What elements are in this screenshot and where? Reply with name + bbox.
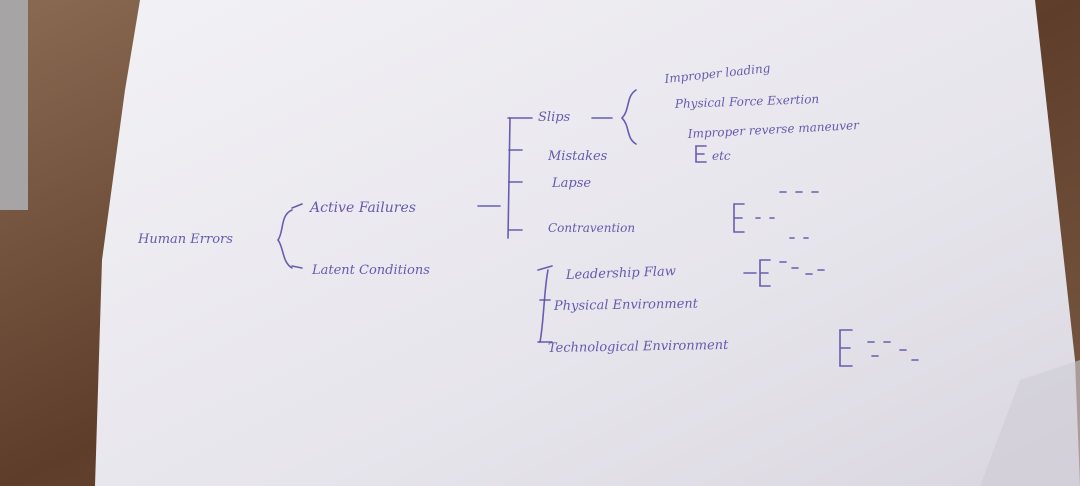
mistakes-etc: etc	[712, 149, 731, 163]
lapse-label: Lapse	[552, 176, 592, 191]
root-label: Human Errors	[138, 232, 233, 247]
contravention-label: Contravention	[548, 221, 636, 235]
technological-environment-label: Technological Environment	[547, 337, 729, 356]
slips-label: Slips	[538, 110, 571, 125]
slips-sub-2: Physical Force Exertion	[674, 91, 820, 111]
slips-sub-3: Improper reverse maneuver	[687, 118, 860, 141]
slips-sub-1: Improper loading	[663, 60, 771, 86]
active-failures-label: Active Failures	[310, 200, 416, 216]
leadership-flaw-label: Leadership Flaw	[565, 264, 677, 283]
latent-conditions-label: Latent Conditions	[312, 263, 430, 278]
physical-environment-label: Physical Environment	[553, 296, 699, 314]
paper-sheet	[95, 0, 1080, 486]
mistakes-label: Mistakes	[548, 149, 608, 164]
gray-object-edge	[0, 0, 28, 210]
